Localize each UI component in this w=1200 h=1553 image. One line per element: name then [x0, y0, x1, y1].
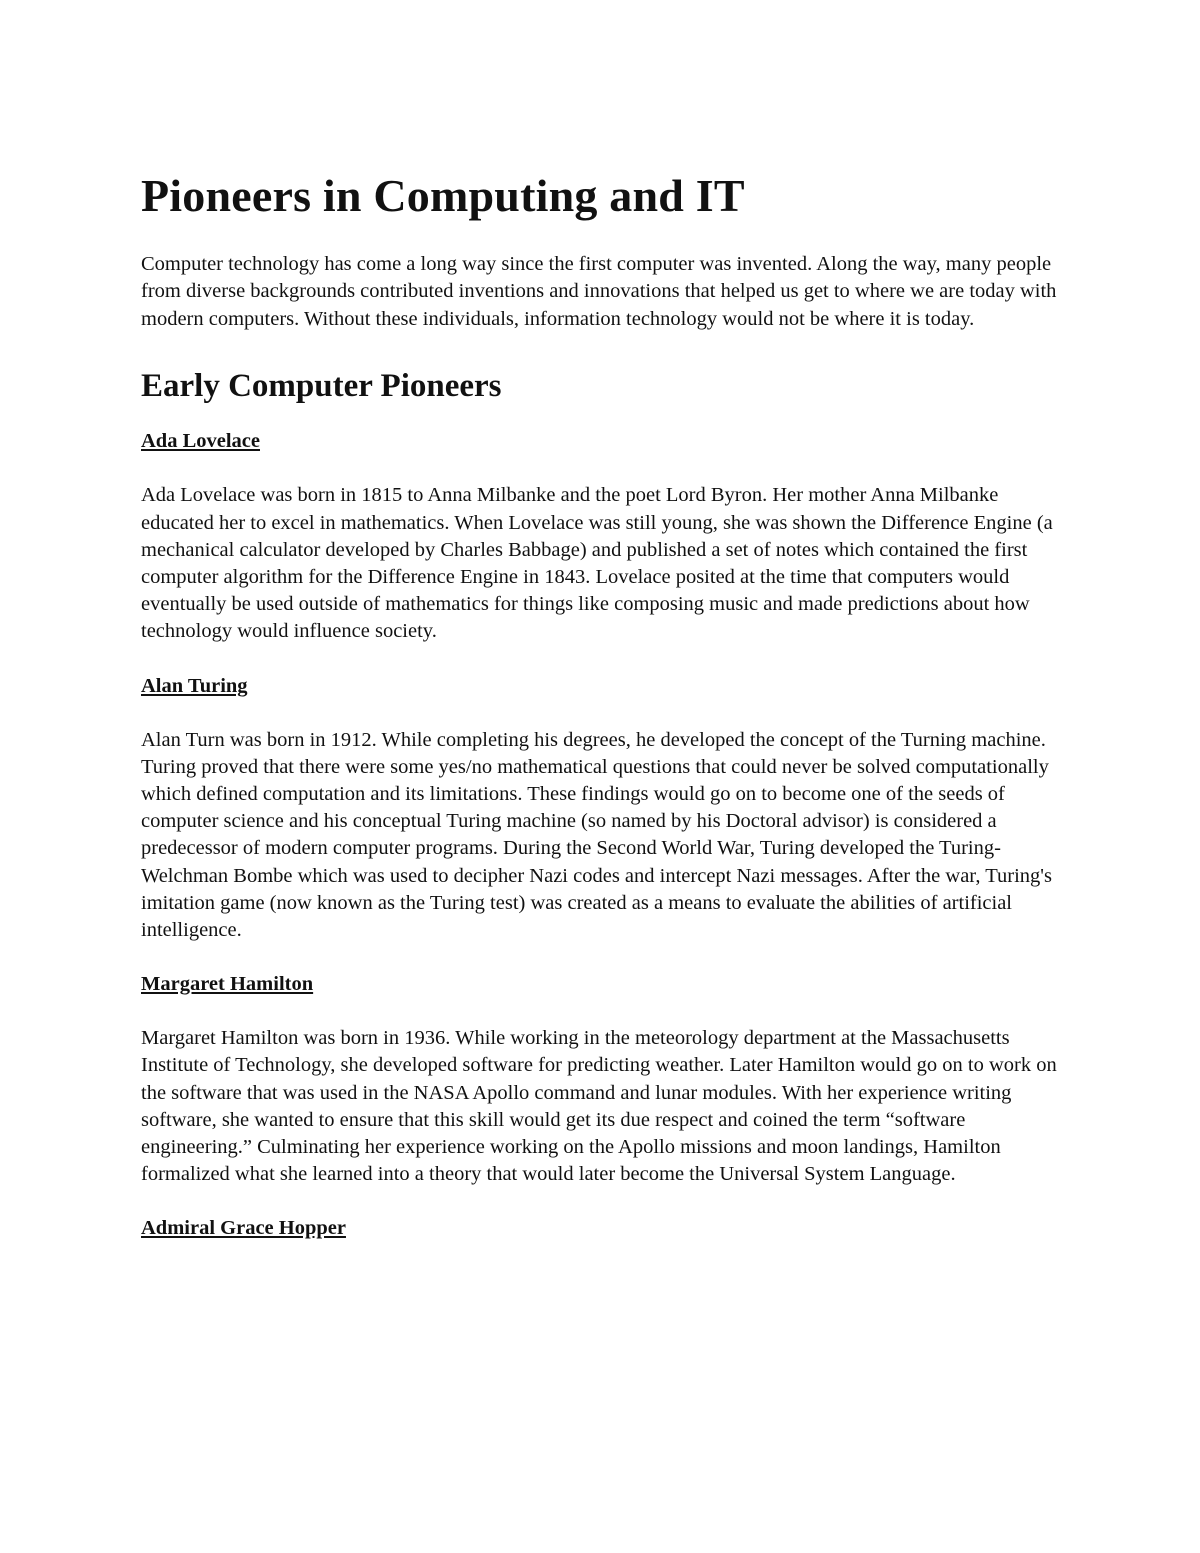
person-name: Alan Turing — [141, 674, 248, 697]
person-name: Margaret Hamilton — [141, 973, 314, 996]
section-heading: Early Computer Pioneers — [141, 367, 502, 404]
person-bio: Ada Lovelace was born in 1815 to Anna Milbanke and the poet Lord Byron. Her mother Anna Milbanke educated her to excel in mathematics. When Lovelace was still young, she was shown the Difference Engine (a mechanical calculator developed by Charles Babbage) and published a set of notes which contained the first computer algorithm for the Difference Engine in 1843. Lovelace posited at the time that computers would eventually be used outside of mathematics for things like composing music and made predictions about how technology would influence society. — [141, 484, 1053, 643]
person-name: Admiral Grace Hopper — [141, 1217, 346, 1240]
person-entry-margaret-hamilton — [141, 971, 1066, 1188]
person-entry-grace-hopper — [141, 1215, 1066, 1242]
person-entry-alan-turing — [141, 673, 1066, 945]
document-page — [141, 168, 1066, 1269]
person-bio: Margaret Hamilton was born in 1936. While working in the meteorology department at the Massachusetts Institute of Technology, she developed software for predicting weather. Later Hamilton would go on to work on the software that was used in the NASA Apollo command and lunar modules. With her experience writing software, she wanted to ensure that this skill would get its due respect and coined the term “software engineering.” Culminating her experience working on the Apollo missions and moon landings, Hamilton formalized what she learned into a theory that would later become the Universal System Language. — [141, 1027, 1057, 1186]
person-entry-ada-lovelace — [141, 428, 1066, 645]
person-name: Ada Lovelace — [141, 430, 260, 453]
person-bio: Alan Turn was born in 1912. While completing his degrees, he developed the concept of the Turning machine. Turing proved that there were some yes/no mathematical questions that could never be solved computationally which defined computation and its limitations. These findings would go on to become one of the seeds of computer science and his conceptual Turing machine (so named by his Doctoral advisor) is considered a predecessor of modern computer programs. During the Second World War, Turing developed the Turing-Welchman Bombe which was used to decipher Nazi codes and intercept Nazi messages. After the war, Turing's imitation game (now known as the Turing test) was created as a means to evaluate the abilities of artificial intelligence. — [141, 728, 1052, 942]
document-title: Pioneers in Computing and IT — [141, 170, 745, 221]
intro-paragraph: Computer technology has come a long way since the first computer was invented. Along the way, many people from diverse backgrounds contributed inventions and innovations that helped us get to where we are today with modern computers. Without these individuals, information technology would not be where it is today. — [141, 253, 1057, 330]
